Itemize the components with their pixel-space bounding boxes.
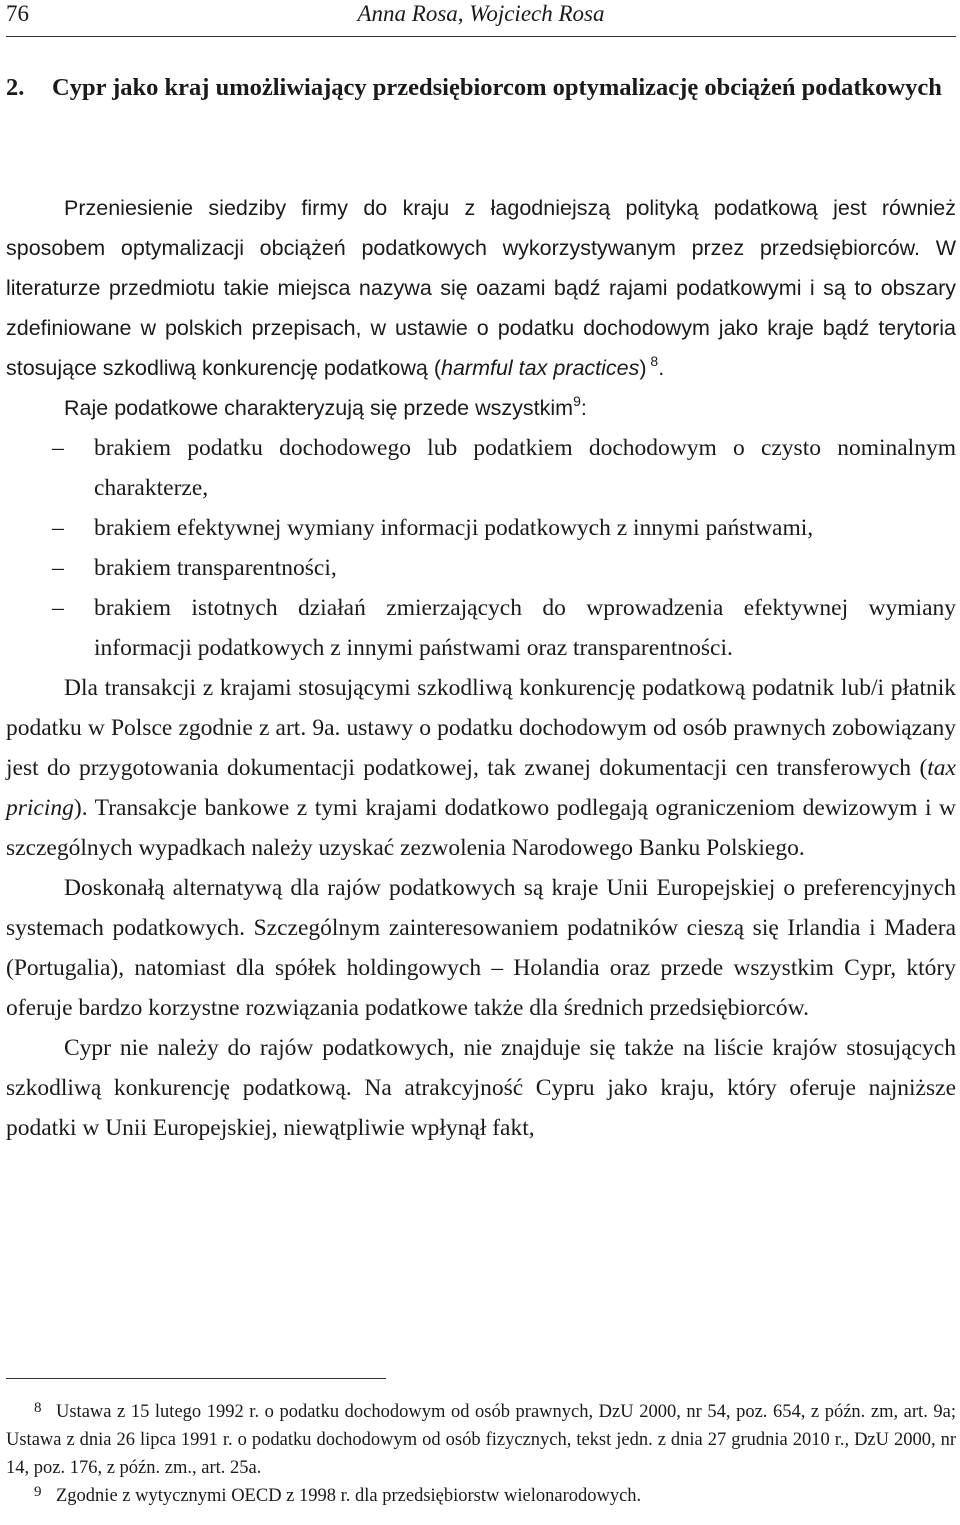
- paragraph-2: [6, 388, 956, 428]
- dash-bullet: –: [52, 595, 64, 621]
- body-text: [6, 188, 956, 1148]
- list-item-text: brakiem istotnych działań zmierzających do wprowadzenia efektywnej wymiany informacji podatkowych z innymi państwami oraz transparentności.: [94, 595, 956, 661]
- dash-bullet: –: [52, 515, 64, 541]
- section-title: Cypr jako kraj umożliwiający przedsiębiorcom optymalizację obciążeń podatkowych: [52, 74, 942, 101]
- list-item-text: brakiem transparentności,: [94, 555, 337, 581]
- footnote-text: Zgodnie z wytycznymi OECD z 1998 r. dla przedsiębiorstw wielonarodowych.: [56, 1486, 642, 1506]
- paragraph-1-sentence-2: W literaturze przedmiotu takie miejsca nazywa się oazami bądź rajami podatkowymi i są to obszary zdefiniowane w polskich przepisach, w ustawie o podatku dochodowym jako kraje bądź terytoria stosujące szkodliwą konkurencję podatkową (: [6, 236, 956, 380]
- paragraph-3-italic-term: tax pricing: [6, 755, 956, 821]
- list-item: [6, 508, 956, 548]
- paragraph-3-text-a: Dla transakcji z krajami stosującymi szkodliwą konkurencję podatkową podatnik lub/i płatnik podatku w Polsce zgodnie z art. 9a. ustawy o podatku dochodowym od osób prawnych zobowiązany jest do przygotowania dokumentacji podatkowej, tak zwanej dokumentacji cen transferowych (: [6, 675, 956, 781]
- footnote-text: Ustawa z 15 lutego 1992 r. o podatku dochodowym od osób prawnych, DzU 2000, nr 54, poz. 654, z późn. zm, art. 9a; Ustawa z dnia 26 lipca 1991 r. o podatku dochodowym od osób fizycznych, tekst jedn. z dnia 27 grudnia 2010 r., DzU 2000, nr 14, poz. 176, z późn. zm., art. 25a.: [6, 1402, 956, 1478]
- list-item-text: brakiem podatku dochodowego lub podatkiem dochodowym o czysto nominalnym charakterze,: [94, 435, 956, 501]
- section-number: 2.: [6, 74, 25, 101]
- paragraph-1-sentence-1: Przeniesienie siedziby firmy do kraju z łagodniejszą polityką podatkową jest również sposobem optymalizacji obciążeń podatkowych wykorzystywanym przez przedsiębiorców.: [6, 196, 956, 260]
- list-item: [6, 548, 956, 588]
- paragraph-5: Cypr nie należy do rajów podatkowych, nie znajduje się także na liście krajów stosujących szkodliwą konkurencję podatkową. Na atrakcyjność Cypru jako kraju, który oferuje najniższe podatki w Unii Europejskiej, niewątpliwie wpłynął fakt,: [6, 1035, 956, 1141]
- page-number: 76: [6, 1, 29, 26]
- paragraph-1-close-paren: ): [639, 356, 647, 380]
- footnote-ref-8: 8: [646, 353, 659, 369]
- footnote-8: 8 Ustawa z 15 lutego 1992 r. o podatku dochodowym od osób prawnych, DzU 2000, nr 54, poz. 654, z późn. zm, art. 9a; Ustawa z dnia 26 lipca 1991 r. o podatku dochodowym od osób fizycznych, tekst jedn. z dnia 27 grudnia 2010 r., DzU 2000, nr 14, poz. 176, z późn. zm., art. 25a.: [6, 1400, 956, 1478]
- footnote-separator: [6, 1378, 386, 1379]
- running-header: [6, 0, 956, 37]
- list-item-text: brakiem efektywnej wymiany informacji podatkowych z innymi państwami,: [94, 515, 814, 541]
- paragraph-2-text: Raje podatkowe charakteryzują się przede wszystkim: [64, 396, 574, 420]
- paragraph-1-period: .: [658, 356, 665, 380]
- characteristics-list: [6, 428, 956, 668]
- section-heading: [6, 68, 956, 108]
- running-title: Anna Rosa, Wojciech Rosa: [357, 1, 605, 26]
- footnotes: [6, 1398, 956, 1510]
- paragraph-1: [6, 188, 956, 388]
- paragraph-1-italic-term: harmful tax practices: [441, 356, 640, 380]
- paragraph-4: Doskonałą alternatywą dla rajów podatkowych są kraje Unii Europejskiej o preferencyjnych systemach podatkowych. Szczególnym zainteresowaniem podatników cieszą się Irlandia i Madera (Portugalia), natomiast dla spółek holdingowych – Holandia oraz przede wszystkim Cypr, który oferuje bardzo korzystne rozwiązania podatkowe także dla średnich przedsiębiorców.: [6, 875, 956, 1021]
- list-item: [6, 588, 956, 668]
- footnote-9: 9 Zgodnie z wytycznymi OECD z 1998 r. dla przedsiębiorstw wielonarodowych.: [34, 1484, 642, 1506]
- dash-bullet: –: [52, 435, 64, 461]
- footnote-ref-9: 9: [573, 393, 581, 409]
- paragraph-2-colon: :: [580, 396, 587, 420]
- paragraph-3-text-b: ). Transakcje bankowe z tymi krajami dodatkowo podlegają ograniczeniom dewizowym i w szczególnych wypadkach należy uzyskać zezwolenia Narodowego Banku Polskiego.: [6, 795, 956, 861]
- dash-bullet: –: [52, 555, 64, 581]
- list-item: [6, 428, 956, 508]
- paragraph-3: [6, 668, 956, 868]
